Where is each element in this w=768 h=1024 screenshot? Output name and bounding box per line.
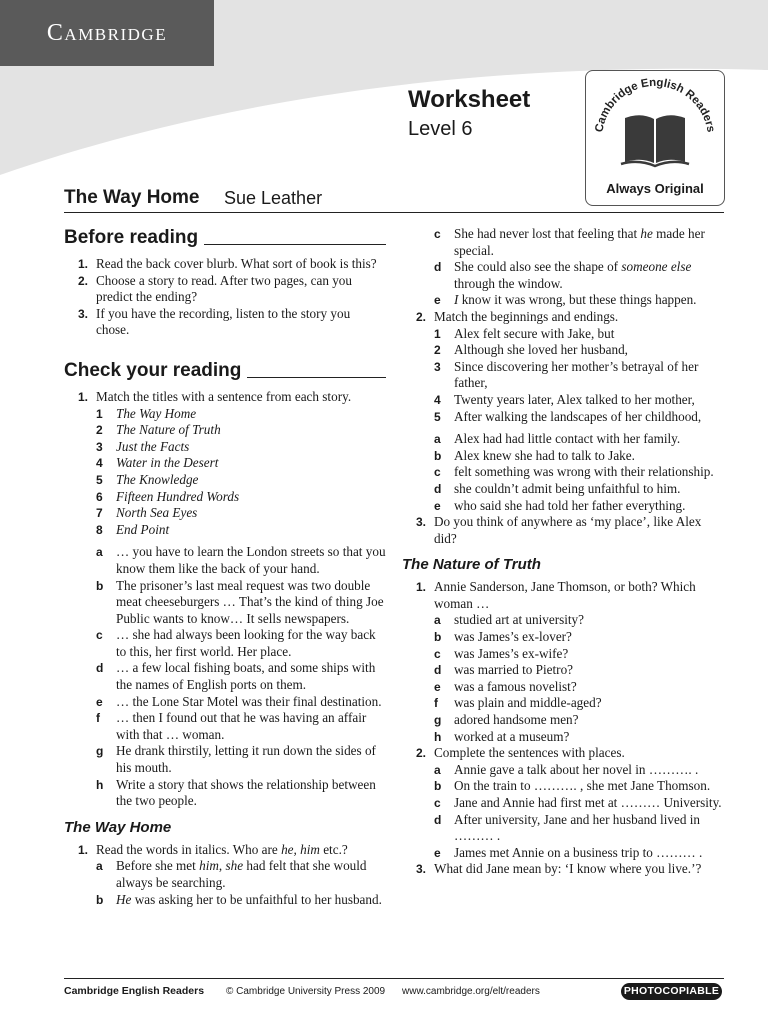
nature-truth-q1-items (434, 612, 724, 745)
worksheet-title: Worksheet (408, 86, 531, 113)
footer-brand: Cambridge English Readers (64, 985, 205, 997)
left-column (64, 226, 386, 908)
list-item: f … then I found out that he was having an affair with that … woman. (96, 710, 367, 742)
list-item: d … a few local fishing boats, and some ships with the names of English ports on them. (96, 660, 376, 693)
list-item: e I know it was wrong, but these things happen. (434, 292, 697, 308)
nature-truth-q2: 2. Complete the sentences with places. (415, 745, 625, 761)
cambridge-readers-logo (585, 70, 725, 206)
list-item: 2 Although she loved her husband, (434, 342, 628, 358)
footer-divider (64, 978, 724, 979)
list-item: d She could also see the shape of someone else through the window. (434, 259, 692, 291)
list-item: 1 Alex felt secure with Jake, but (434, 325, 615, 341)
list-item: a Before she met him, she had felt that she would always be searching. (96, 858, 367, 890)
list-item: d was married to Pietro? (434, 662, 574, 678)
list-item: 5 The Knowledge (96, 471, 199, 487)
before-reading-heading: Before reading (64, 226, 386, 250)
nature-truth-q1: 1. Annie Sanderson, Jane Thomson, or both? Which woman … (415, 579, 696, 611)
list-item: b Alex knew she had to talk to Jake. (434, 447, 635, 463)
list-item: b The prisoner’s last meal request was two double meat cheeseburgers … That’s the kind of thing Joe Public wants to know… It sells newspapers. (96, 577, 384, 626)
list-item: 7 North Sea Eyes (96, 505, 198, 521)
before-reading-q3: 3. If you have the recording, listen to the story you chose. (77, 305, 351, 338)
cambridge-brand: Cambridge (0, 0, 214, 66)
nature-truth-heading: The Nature of Truth (402, 556, 541, 574)
list-item: 3 Since discovering her mother’s betrayal of her father, (434, 358, 699, 391)
list-item: d she couldn’t admit being unfaithful to him. (434, 480, 681, 496)
list-item: a studied art at university? (434, 612, 585, 628)
way-home-q1: 1. Read the words in italics. Who are he, him etc.? (77, 841, 348, 857)
worksheet-level: Level 6 (408, 118, 473, 140)
footer-copyright: © Cambridge University Press 2009 (226, 986, 386, 997)
story-titles-list (96, 406, 386, 810)
logo-arc-text: Cambridge English Readers (593, 76, 717, 134)
list-item: a … you have to learn the London streets so that you know them like the back of your hand. (96, 544, 386, 576)
footer-url: www.cambridge.org/elt/readers (402, 986, 540, 997)
list-item: e was a famous novelist? (434, 678, 577, 694)
list-item: 4 Water in the Desert (96, 455, 219, 471)
list-item: 5 After walking the landscapes of her childhood, (434, 408, 702, 424)
book-author: Sue Leather (224, 188, 323, 208)
list-item: c Jane and Annie had first met at ……… University. (434, 795, 722, 810)
list-item: h Write a story that shows the relationship between the two people. (96, 776, 376, 809)
list-item: h worked at a museum? (434, 728, 570, 744)
list-item: g He drank thirstily, letting it run down the sides of his mouth. (96, 743, 376, 776)
way-home-heading: The Way Home (64, 818, 172, 836)
list-item: b was James’s ex-lover? (434, 629, 572, 645)
list-item: 1 The Way Home (96, 405, 197, 421)
book-title: The Way Home (64, 187, 200, 208)
list-item: g adored handsome men? (434, 712, 579, 728)
list-item: 8 End Point (96, 521, 170, 537)
way-home-q2-items (434, 326, 724, 515)
title-divider (64, 212, 724, 213)
photocopiable-badge: PHOTOCOPIABLE (621, 983, 722, 1000)
nature-truth-q2-items (434, 762, 724, 862)
logo-tagline: Always Original (606, 181, 704, 196)
list-item: f was plain and middle-aged? (434, 695, 602, 711)
nature-truth-q3: 3. What did Jane mean by: ‘I know where you live.’? (415, 861, 702, 877)
list-item: b On the train to ………. , she met Jane Thomson. (434, 778, 711, 794)
way-home-q1-items-cont (434, 226, 724, 309)
before-reading-q2: 2. Choose a story to read. After two pages, can you predict the ending? (77, 272, 352, 305)
way-home-q3: 3. Do you think of anywhere as ‘my place’, like Alex did? (415, 514, 702, 546)
right-column (402, 226, 724, 878)
list-item: c She had never lost that feeling that he made her special. (434, 226, 705, 258)
list-item: e who said she had told her father everything. (434, 497, 686, 513)
way-home-q1-items (96, 858, 386, 908)
list-item: b He was asking her to be unfaithful to her husband. (96, 891, 382, 907)
check-reading-q1: 1. Match the titles with a sentence from each story. (77, 388, 352, 404)
list-item: a Alex had had little contact with her family. (434, 431, 681, 447)
list-item: a Annie gave a talk about her novel in ………. . (434, 761, 699, 777)
list-item: 3 Just the Facts (96, 438, 190, 454)
list-item: c was James’s ex-wife? (434, 645, 569, 661)
list-item: 2 The Nature of Truth (96, 422, 221, 438)
list-item: c felt something was wrong with their relationship. (434, 464, 714, 480)
list-item: e … the Lone Star Motel was their final destination. (96, 693, 382, 709)
before-reading-q1: 1. Read the back cover blurb. What sort of book is this? (77, 256, 377, 271)
list-item: 4 Twenty years later, Alex talked to her mother, (434, 391, 695, 407)
list-item: d After university, Jane and her husband lived in ……… . (434, 811, 700, 844)
list-item: 6 Fifteen Hundred Words (96, 488, 240, 504)
list-item: c … she had always been looking for the way back to this, her first world. Her place. (96, 627, 376, 659)
way-home-q2: 2. Match the beginnings and endings. (415, 308, 619, 324)
open-book-icon (621, 113, 689, 166)
check-reading-heading: Check your reading (64, 359, 386, 383)
list-item: e James met Annie on a business trip to ……… . (434, 844, 703, 860)
